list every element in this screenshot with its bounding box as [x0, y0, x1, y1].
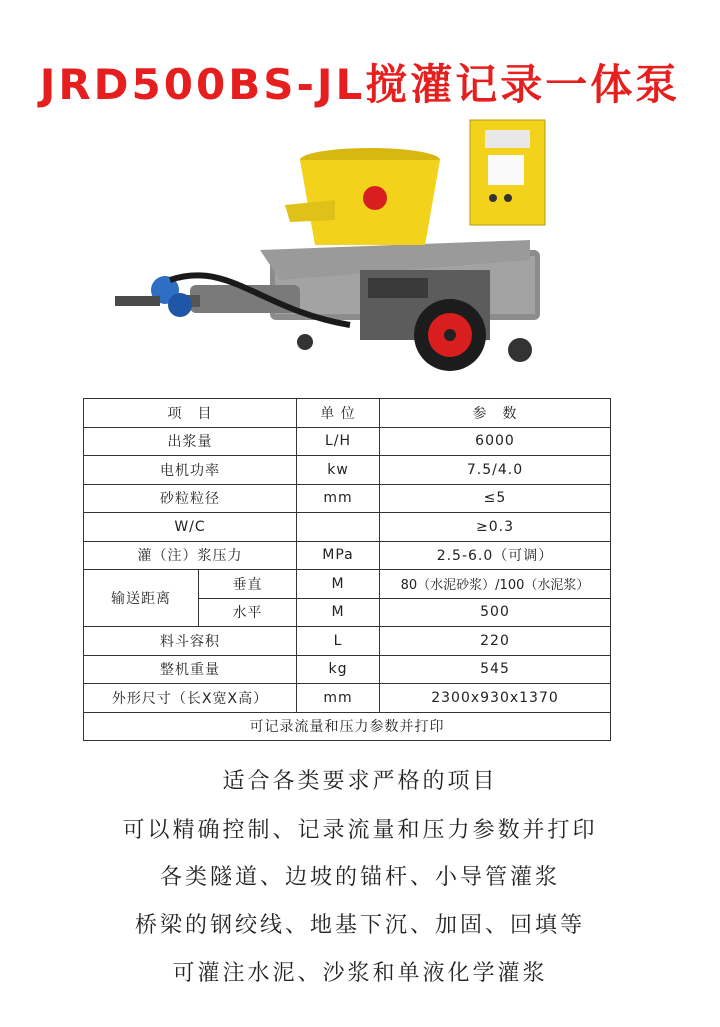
row-unit: kw: [297, 456, 380, 485]
header-param: 参 数: [380, 399, 611, 428]
row-value: 80（水泥砂浆）/100（水泥浆）: [380, 570, 611, 599]
table-row: [84, 541, 611, 570]
row-value: 6000: [380, 427, 611, 456]
row-item: 水平: [199, 598, 297, 627]
grout-pump-machine-image: [110, 110, 580, 385]
table-row: [84, 627, 611, 656]
row-unit: L: [297, 627, 380, 656]
row-unit: M: [297, 570, 380, 599]
row-unit: M: [297, 598, 380, 627]
row-unit: L/H: [297, 427, 380, 456]
table-row: [84, 513, 611, 542]
row-value: 500: [380, 598, 611, 627]
feature-line: 可灌注水泥、沙浆和单液化学灌浆: [172, 961, 548, 986]
row-item: W/C: [84, 513, 297, 542]
table-row: [84, 456, 611, 485]
row-value: 545: [380, 655, 611, 684]
feature-line: 适合各类要求严格的项目: [222, 769, 498, 794]
row-item: 电机功率: [84, 456, 297, 485]
table-footer: 可记录流量和压力参数并打印: [84, 712, 611, 741]
distance-label: 输送距离: [84, 570, 199, 627]
feature-line: 桥梁的钢绞线、地基下沉、加固、回填等: [134, 913, 585, 938]
table-row: [84, 427, 611, 456]
row-unit: MPa: [297, 541, 380, 570]
row-item: 灌（注）浆压力: [84, 541, 297, 570]
header-unit: 单 位: [297, 399, 380, 428]
row-value: ≤5: [380, 484, 611, 513]
row-unit: [297, 513, 380, 542]
table-header-row: [84, 399, 611, 428]
table-row: [84, 570, 611, 599]
row-item: 整机重量: [84, 655, 297, 684]
row-unit: mm: [297, 684, 380, 713]
spec-table: [83, 398, 611, 741]
row-value: 7.5/4.0: [380, 456, 611, 485]
row-item: 垂直: [199, 570, 297, 599]
row-unit: mm: [297, 484, 380, 513]
row-value: 220: [380, 627, 611, 656]
row-value: 2300x930x1370: [380, 684, 611, 713]
row-item: 砂粒粒径: [84, 484, 297, 513]
header-item: 项 目: [84, 399, 297, 428]
row-value: 2.5-6.0（可调）: [380, 541, 611, 570]
table-row: [84, 684, 611, 713]
page-title: JRD500BS-JL搅灌记录一体泵: [39, 60, 681, 109]
row-item: 外形尺寸（长X宽X高）: [84, 684, 297, 713]
row-value: ≥0.3: [380, 513, 611, 542]
table-row: [84, 484, 611, 513]
row-item: 料斗容积: [84, 627, 297, 656]
row-unit: kg: [297, 655, 380, 684]
table-row: [84, 655, 611, 684]
row-item: 出浆量: [84, 427, 297, 456]
table-footer-row: [84, 712, 611, 741]
feature-line: 各类隧道、边坡的锚杆、小导管灌浆: [159, 865, 560, 890]
feature-line: 可以精确控制、记录流量和压力参数并打印: [122, 818, 598, 843]
